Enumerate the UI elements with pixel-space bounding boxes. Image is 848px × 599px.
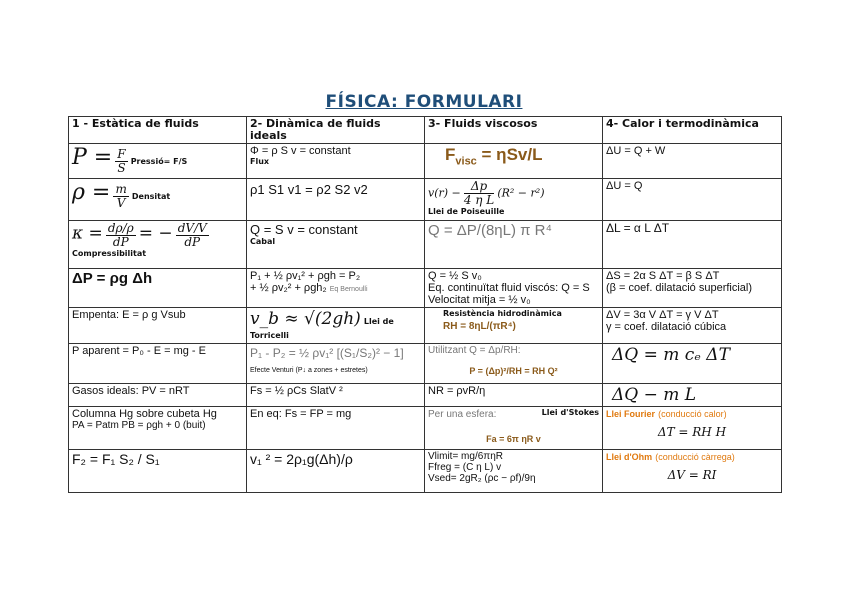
- table-cell: [247, 308, 425, 344]
- formula-label: Cabal: [250, 237, 276, 246]
- formula: Q = ½ S v₀: [428, 270, 482, 282]
- header-cell: 4- Calor i termodinàmica: [603, 117, 782, 144]
- fraction: $\frac{d\rho/\rho}{dP}$: [107, 221, 134, 249]
- formula: + ½ ρv₂² + ρgh₂ Eq Bernoulli: [250, 282, 368, 294]
- formula: P =: [72, 145, 113, 170]
- table-row: [69, 144, 782, 179]
- formula: F₂ = F₁ S₂ / S₁: [72, 451, 160, 467]
- fraction: $\frac{dV/V}{dP}$: [177, 221, 207, 249]
- table-cell: [603, 384, 782, 407]
- formula: Vlimit= mg/6πηR: [428, 451, 503, 462]
- formula: ρ =: [72, 180, 111, 205]
- table-cell: [425, 144, 603, 179]
- formula: ΔT = RH H: [657, 425, 727, 439]
- table-cell: [69, 179, 247, 221]
- table-cell: [247, 450, 425, 493]
- table-cell: [69, 450, 247, 493]
- formula: v(r) −: [428, 186, 461, 200]
- table-cell: [69, 308, 247, 344]
- formula-label: Pressió= F/S: [130, 157, 188, 166]
- header-cell: 2- Dinàmica de fluids ideals: [247, 117, 425, 144]
- formula: NR = ρvR/η: [428, 385, 486, 397]
- formula-label: Llei d'Ohm (conducció càrrega): [606, 452, 735, 462]
- table-cell: [425, 450, 603, 493]
- formula-label: Resistència hidrodinàmica: [443, 309, 562, 318]
- formula: En eq: Fs = FP = mg: [250, 408, 352, 420]
- table-row: [69, 179, 782, 221]
- table-row: [69, 269, 782, 308]
- formula-label: Llei de Torricelli: [250, 317, 394, 340]
- formula-label: Efecte Venturi (P↓ a zones + estretes): [250, 367, 368, 374]
- table-row: [69, 450, 782, 493]
- formula: Velocitat mitja = ½ v₀: [428, 294, 531, 306]
- table-cell: [425, 344, 603, 384]
- page-title: FÍSICA: FORMULARI: [325, 92, 523, 112]
- formula: Eq. continuïtat fluid viscós: Q = S: [428, 282, 590, 294]
- header-cell: 1 - Estàtica de fluids: [69, 117, 247, 144]
- table-cell: [603, 221, 782, 269]
- formula: ΔV = 3α V ΔT = γ V ΔT: [606, 309, 719, 321]
- table-cell: [247, 144, 425, 179]
- formula: Q = ΔP/(8ηL) π R⁴: [428, 222, 552, 239]
- table-cell: [603, 179, 782, 221]
- table-cell: [603, 308, 782, 344]
- formula: Gasos ideals: PV = nRT: [72, 385, 190, 397]
- formula: ΔQ − m L: [612, 385, 697, 405]
- fraction: $\frac{\Delta p}{\text{4 η L}}$: [463, 179, 495, 207]
- formula: ΔU = Q + W: [606, 145, 666, 157]
- formula: (R² − r²): [497, 186, 545, 200]
- table-cell: [247, 179, 425, 221]
- table-row: [69, 344, 782, 384]
- formula: = −: [138, 223, 173, 244]
- table-cell: [69, 407, 247, 450]
- header-row: [69, 117, 782, 144]
- formula: Vsed= 2gR₂ (ρc − ρf)/9η: [428, 473, 536, 484]
- formula-label: Compressibilitat: [72, 249, 147, 258]
- table-cell: [425, 407, 603, 450]
- formula: P₁ + ½ ρv₁² + ρgh = P₂: [250, 270, 361, 282]
- formula: ΔS = 2α S ΔT = β S ΔT: [606, 270, 720, 282]
- table-row: [69, 384, 782, 407]
- formula: κ =: [72, 223, 103, 244]
- formula: v_b ≈ √(2gh): [250, 309, 361, 329]
- formula: Utilitzant Q = Δp/RH:: [428, 345, 521, 356]
- formula: ΔL = α L ΔT: [606, 221, 670, 235]
- table-cell: [247, 269, 425, 308]
- table-row: [69, 407, 782, 450]
- formula: ρ1 S1 v1 = ρ2 S2 v2: [250, 182, 368, 197]
- formula-label: Densitat: [131, 192, 171, 201]
- formula: Φ = ρ S v = constant: [250, 145, 351, 157]
- formula: P = (Δp)²/RH = RH Q²: [469, 366, 558, 376]
- formula: Q = S v = constant: [250, 222, 358, 237]
- formula-label: Llei Fourier (conducció calor): [606, 409, 727, 419]
- table-cell: [247, 221, 425, 269]
- formula: ΔQ = m cₑ ΔT: [612, 345, 730, 365]
- table-cell: [603, 269, 782, 308]
- formula: ΔV = RI: [667, 468, 717, 482]
- table-row: [69, 221, 782, 269]
- table-cell: [69, 269, 247, 308]
- table-cell: [247, 407, 425, 450]
- fraction: $\frac{m}{V}$: [115, 181, 127, 210]
- formula: (β = coef. dilatació superficial): [606, 282, 753, 294]
- table-cell: [425, 384, 603, 407]
- formula: P aparent = P₀ - E = mg - E: [72, 345, 206, 357]
- table-cell: [425, 269, 603, 308]
- table-cell: [69, 221, 247, 269]
- formula: v₁ ² = 2ρ₁g(Δh)/ρ: [250, 451, 353, 467]
- formula: $F_{visc} = \eta Sv/L$: [445, 145, 543, 168]
- formula: Fs = ½ ρCs SlatV ²: [250, 385, 343, 397]
- table-cell: [69, 384, 247, 407]
- table-cell: [425, 179, 603, 221]
- formula: RH = 8ηL/(πR⁴): [443, 321, 516, 332]
- table-cell: [603, 344, 782, 384]
- table-cell: [69, 144, 247, 179]
- formula: Per una esfera: Llei d'Stokes: [428, 408, 599, 420]
- formula: Columna Hg sobre cubeta Hg: [72, 408, 217, 420]
- table-cell: [603, 450, 782, 493]
- formula: ΔU = Q: [606, 180, 643, 192]
- formula: P₁ - P₂ = ½ ρv₁² [(S₁/S₂)² − 1]: [250, 346, 404, 360]
- formula-label: Flux: [250, 157, 270, 166]
- formula-table: [68, 116, 782, 493]
- fraction: $\frac{F}{S}$: [117, 146, 126, 175]
- formula-label: Llei de Poiseuille: [428, 207, 505, 216]
- formula: Fa = 6π ηR v: [486, 434, 541, 444]
- formula: γ = coef. dilatació cúbica: [606, 321, 727, 333]
- table-cell: [69, 344, 247, 384]
- formula: ΔP = ρg Δh: [72, 270, 153, 287]
- formula: PA = Patm PB = ρgh + 0 (buit): [72, 420, 206, 431]
- header-cell: 3- Fluids viscosos: [425, 117, 603, 144]
- table-cell: [603, 144, 782, 179]
- table-row: [69, 308, 782, 344]
- table-cell: [603, 407, 782, 450]
- formula: Empenta: E = ρ g Vsub: [72, 309, 186, 321]
- table-cell: [425, 221, 603, 269]
- table-cell: [247, 344, 425, 384]
- formula: Ffreg = (C η L) v: [428, 462, 502, 473]
- table-cell: [247, 384, 425, 407]
- table-cell: [425, 308, 603, 344]
